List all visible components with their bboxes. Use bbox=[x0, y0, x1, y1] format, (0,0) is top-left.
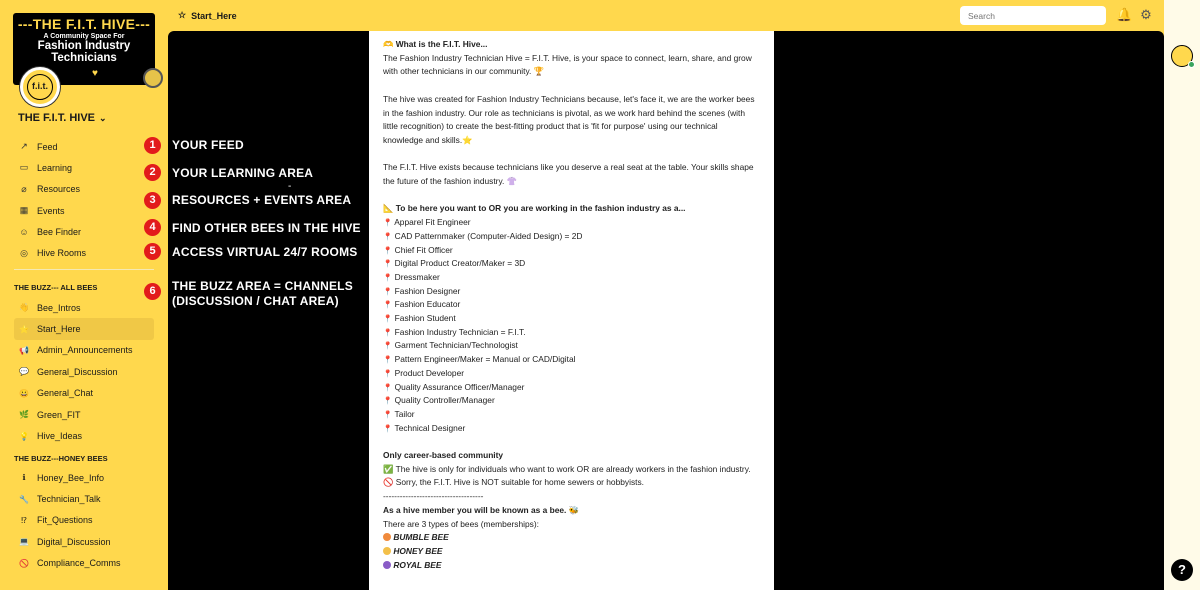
pin-icon: 📍 bbox=[383, 327, 393, 337]
list-item: 📍 Pattern Engineer/Maker = Manual or CAD/Digital bbox=[383, 354, 576, 365]
list-item: 📍 Chief Fit Officer bbox=[383, 244, 453, 255]
pin-icon: 📍 bbox=[383, 272, 393, 282]
annotation-number: 5 bbox=[144, 243, 161, 260]
annotation-label: RESOURCES + EVENTS AREA bbox=[172, 193, 352, 207]
circle-icon bbox=[383, 547, 391, 555]
channel-list-all-bees bbox=[14, 297, 154, 447]
list-item: 📍 Digital Product Creator/Maker = 3D bbox=[383, 258, 526, 269]
pin-icon: 📍 bbox=[383, 218, 393, 228]
membership-royal-bee: ROYAL BEE bbox=[383, 559, 760, 573]
list-item: 📍 Apparel Fit Engineer bbox=[383, 217, 471, 228]
pin-icon: 📍 bbox=[383, 341, 393, 351]
bulb-icon: 💡 bbox=[19, 431, 29, 441]
list-item: 📍 Fashion Industry Technician = F.I.T. bbox=[383, 326, 526, 337]
speech-icon: 💬 bbox=[19, 367, 29, 377]
star-icon: ☆ bbox=[178, 10, 187, 20]
channel-technician-talk[interactable] bbox=[14, 488, 154, 509]
channel-list-honey-bees bbox=[14, 467, 154, 574]
list-item: 📍 Product Developer bbox=[383, 367, 465, 378]
nav-label: Learning bbox=[37, 162, 73, 173]
community-avatar[interactable] bbox=[20, 67, 60, 107]
bell-icon[interactable]: 🔔 bbox=[1116, 7, 1133, 22]
paperclip-icon: ⌀ bbox=[21, 183, 27, 194]
list-item: 📍 Fashion Educator bbox=[383, 299, 461, 310]
trend-icon: ↗ bbox=[20, 141, 28, 152]
post-rule: ------------------------------------ bbox=[383, 491, 484, 502]
nav-item-feed[interactable] bbox=[14, 136, 154, 157]
chevron-down-icon: ⌄ bbox=[99, 112, 107, 123]
post-paragraph: The hive was created for Fashion Industry Technicians because, let's face it, we are the worker bees in the fashion industry. Our role as technicians is pivotal, as we work hard behind the scenes (with little recognition) to create the best-fitting product that is 'fit for purpose' using our technical knowledge and skills.⭐ bbox=[383, 93, 755, 145]
heart-icon: ♥ bbox=[92, 68, 98, 79]
channel-label: Admin_Announcements bbox=[37, 345, 133, 356]
channel-label: Fit_Questions bbox=[37, 515, 93, 526]
logo-subtitle: A Community Space For bbox=[43, 33, 125, 40]
page-title bbox=[178, 10, 237, 21]
star-icon: ⭐ bbox=[19, 324, 29, 334]
online-status-dot bbox=[1188, 61, 1195, 68]
pin-icon: 📍 bbox=[383, 396, 393, 406]
circle-icon bbox=[383, 533, 391, 541]
nav-label: Feed bbox=[37, 141, 58, 152]
section-title-honey-bees: THE BUZZ---HONEY BEES bbox=[14, 454, 108, 463]
post-heading: 📐 To be here you want to OR you are working in the fashion industry as a... bbox=[383, 203, 686, 214]
nav-item-hive-rooms[interactable] bbox=[14, 242, 154, 263]
question-icon: ⁉ bbox=[21, 515, 27, 525]
pin-icon: 📍 bbox=[383, 245, 393, 255]
channel-admin-announcements[interactable] bbox=[14, 340, 154, 361]
post-heading: Only career-based community bbox=[383, 450, 504, 461]
channel-general-discussion[interactable] bbox=[14, 361, 154, 382]
community-switcher[interactable] bbox=[18, 112, 107, 124]
circle-icon bbox=[383, 561, 391, 569]
nav-label: Events bbox=[37, 205, 65, 216]
channel-digital-discussion[interactable] bbox=[14, 531, 154, 552]
pin-icon: 📍 bbox=[383, 423, 393, 433]
nav-item-learning[interactable] bbox=[14, 157, 154, 178]
annotation-label: YOUR LEARNING AREA bbox=[172, 166, 314, 180]
channel-green-fit[interactable] bbox=[14, 404, 154, 425]
post-paragraph: There are 3 types of bees (memberships): bbox=[383, 518, 539, 529]
post-content bbox=[369, 31, 774, 590]
channel-label: Honey_Bee_Info bbox=[37, 472, 105, 483]
annotation-dash: - bbox=[288, 181, 292, 192]
annotation-number: 1 bbox=[144, 137, 161, 154]
pin-icon: 📍 bbox=[383, 409, 393, 419]
channel-fit-questions[interactable] bbox=[14, 510, 154, 531]
list-item: 📍 Technical Designer bbox=[383, 422, 466, 433]
annotation-label: ACCESS VIRTUAL 24/7 ROOMS bbox=[172, 245, 358, 259]
channel-label: General_Discussion bbox=[37, 366, 118, 377]
channel-label: Digital_Discussion bbox=[37, 536, 111, 547]
channel-label: Start_Here bbox=[37, 324, 81, 335]
annotation-label: THE BUZZ AREA = CHANNELS bbox=[172, 279, 353, 293]
channel-label: Green_FIT bbox=[37, 409, 81, 420]
list-item: 📍 Dressmaker bbox=[383, 271, 440, 282]
channel-label: Bee_Intros bbox=[37, 302, 81, 313]
logo-line4: Technicians bbox=[51, 52, 117, 64]
list-item: 📍 Quality Controller/Manager bbox=[383, 395, 495, 406]
calendar-icon: ▦ bbox=[19, 205, 29, 216]
membership-bumble-bee: BUMBLE BEE bbox=[383, 531, 760, 545]
gear-icon[interactable]: ⚙ bbox=[1140, 7, 1152, 22]
section-title-all-bees: THE BUZZ--- ALL BEES bbox=[14, 283, 98, 292]
nav-label: Hive Rooms bbox=[37, 248, 87, 259]
list-item: 📍 CAD Patternmaker (Computer-Aided Design) = 2D bbox=[383, 230, 583, 241]
list-item: 📍 Tailor bbox=[383, 408, 415, 419]
right-rail bbox=[1164, 0, 1200, 590]
post-paragraph: The F.I.T. Hive exists because technicians like you deserve a real seat at the table. Your skills shape the future of the fashion industry. 👚 bbox=[383, 162, 754, 186]
wrench-icon: 🔧 bbox=[19, 494, 29, 504]
people-icon: ☺ bbox=[19, 226, 29, 237]
sidebar-divider bbox=[14, 269, 154, 270]
main-nav bbox=[14, 136, 154, 264]
info-icon: ℹ bbox=[22, 473, 26, 483]
prohibited-icon: 🚫 bbox=[19, 558, 29, 568]
search-input[interactable] bbox=[960, 6, 1106, 25]
pin-icon: 📍 bbox=[383, 355, 393, 365]
list-item: 📍 Fashion Designer bbox=[383, 285, 461, 296]
annotation-number: 2 bbox=[144, 164, 161, 181]
leaf-icon: 🌿 bbox=[19, 410, 29, 420]
list-item: 📍 Fashion Student bbox=[383, 313, 456, 324]
annotation-label: (DISCUSSION / CHAT AREA) bbox=[172, 294, 339, 308]
logo-line3: Fashion Industry bbox=[37, 40, 131, 52]
post-paragraph: ✅ The hive is only for individuals who want to work OR are already workers in the fashion industry. bbox=[383, 463, 751, 474]
globe-icon: ◎ bbox=[20, 247, 28, 258]
channel-label: General_Chat bbox=[37, 388, 94, 399]
channel-label: Hive_Ideas bbox=[37, 431, 83, 442]
post-heading: 🫶 What is the F.I.T. Hive... bbox=[383, 39, 488, 49]
channel-label: Compliance_Comms bbox=[37, 558, 121, 569]
roles-list bbox=[383, 216, 760, 435]
laptop-icon: 💻 bbox=[19, 537, 29, 547]
wave-icon: 👋 bbox=[19, 303, 29, 313]
badge-icon bbox=[143, 68, 163, 88]
list-item: 📍 Quality Assurance Officer/Manager bbox=[383, 381, 525, 392]
annotation-label: YOUR FEED bbox=[172, 138, 244, 152]
post-paragraph: The Fashion Industry Technician Hive = F.I.T. Hive, is your space to connect, learn, share, and grow with other technicians in our community. 🏆 bbox=[383, 52, 752, 77]
nav-item-bee-finder[interactable] bbox=[14, 221, 154, 242]
annotation-label: FIND OTHER BEES IN THE HIVE bbox=[172, 221, 361, 235]
channel-start-here[interactable] bbox=[14, 318, 154, 339]
channel-bee-intros[interactable] bbox=[14, 297, 154, 318]
post-paragraph: 🚫 Sorry, the F.I.T. Hive is NOT suitable for home sewers or hobbyists. bbox=[383, 477, 644, 488]
list-item: 📍 Garment Technician/Technologist bbox=[383, 340, 518, 351]
channel-honey-bee-info[interactable] bbox=[14, 467, 154, 488]
channel-general-chat[interactable] bbox=[14, 383, 154, 404]
post-heading: As a hive member you will be known as a bee. 🐝 bbox=[383, 504, 580, 515]
community-name: THE F.I.T. HIVE bbox=[18, 112, 96, 124]
pin-icon: 📍 bbox=[383, 300, 393, 310]
nav-item-events[interactable] bbox=[14, 200, 154, 221]
megaphone-icon: 📢 bbox=[19, 345, 29, 355]
channel-hive-ideas[interactable] bbox=[14, 425, 154, 446]
pin-icon: 📍 bbox=[383, 286, 393, 296]
pin-icon: 📍 bbox=[383, 314, 393, 324]
pin-icon: 📍 bbox=[383, 368, 393, 378]
annotation-number: 6 bbox=[144, 283, 161, 300]
help-icon[interactable]: ? bbox=[1171, 559, 1193, 581]
pin-icon: 📍 bbox=[383, 231, 393, 241]
nav-item-resources[interactable] bbox=[14, 179, 154, 200]
logo-title: ---THE F.I.T. HIVE--- bbox=[17, 16, 151, 32]
pin-icon: 📍 bbox=[383, 259, 393, 269]
channel-compliance-comms[interactable] bbox=[14, 553, 154, 574]
channel-label: Technician_Talk bbox=[37, 494, 101, 505]
membership-honey-bee: HONEY BEE bbox=[383, 545, 760, 559]
annotation-number: 3 bbox=[144, 192, 161, 209]
nav-label: Bee Finder bbox=[37, 226, 82, 237]
sidebar bbox=[0, 0, 168, 590]
smile-icon: 😀 bbox=[19, 388, 29, 398]
pin-icon: 📍 bbox=[383, 382, 393, 392]
nav-label: Resources bbox=[37, 184, 81, 195]
avatar-text: f.i.t. bbox=[27, 74, 53, 100]
main-panel bbox=[168, 31, 1164, 590]
learning-icon: ▭ bbox=[19, 162, 29, 173]
annotation-number: 4 bbox=[144, 219, 161, 236]
page-title-text: Start_Here bbox=[191, 10, 237, 21]
